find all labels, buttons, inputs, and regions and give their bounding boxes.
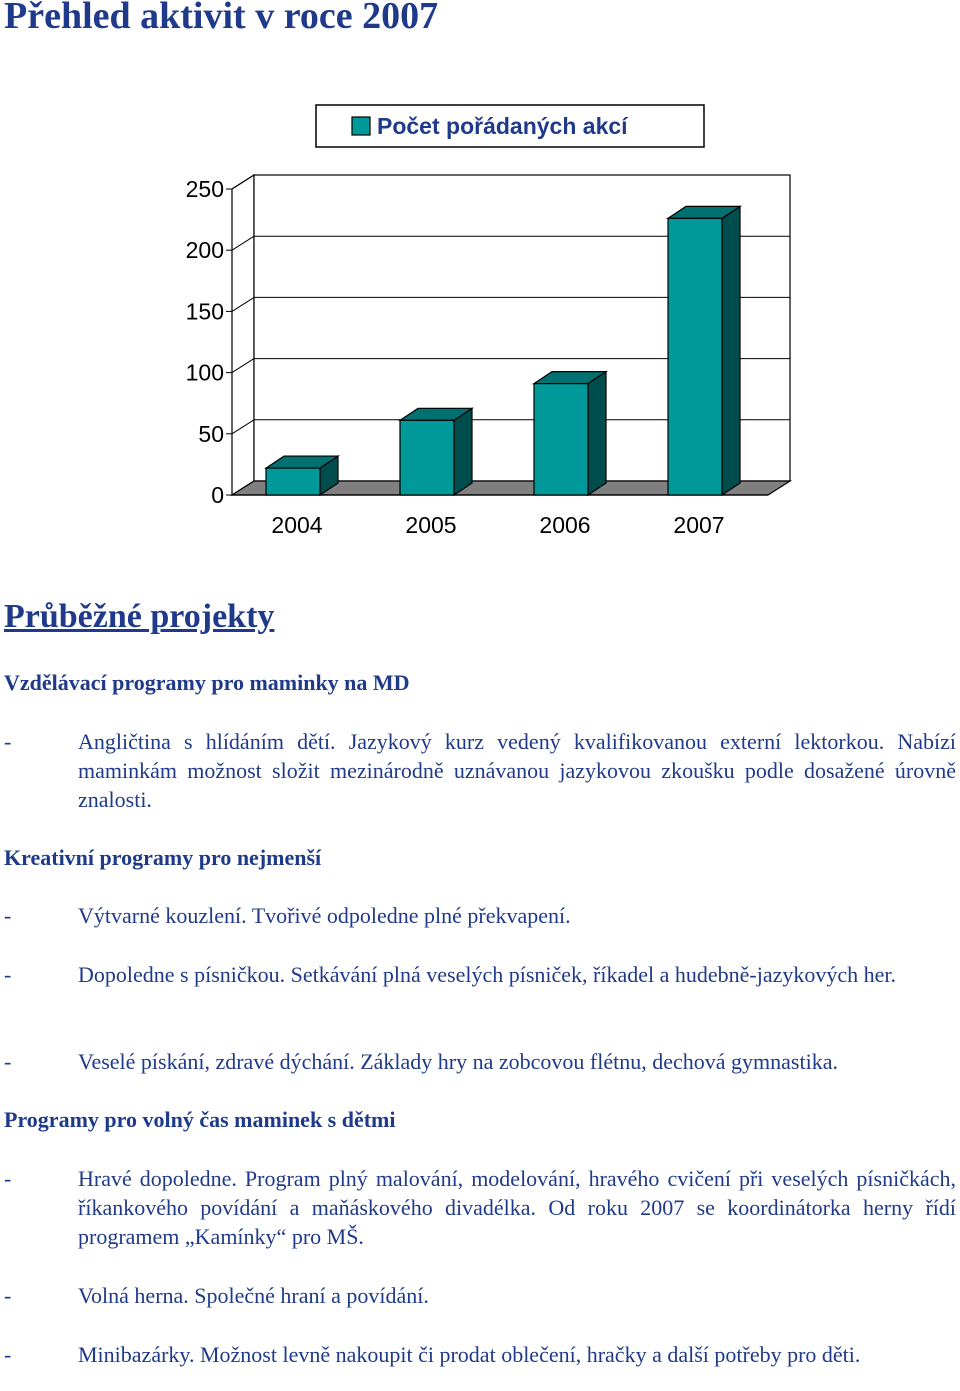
x-tick-labels	[271, 512, 724, 538]
x-tick-label: 2005	[405, 512, 457, 538]
list-dash: -	[4, 729, 12, 754]
list-item-text: Veselé pískání, zdravé dýchání. Základy hry na zobcovou flétnu, dechová gymnastika.	[78, 1049, 838, 1074]
x-tick-label: 2007	[673, 512, 725, 538]
list-dash: -	[4, 1049, 12, 1074]
list-item-text: Výtvarné kouzlení. Tvořivé odpoledne plné překvapení.	[78, 903, 571, 928]
y-tick-label: 250	[185, 176, 224, 202]
list-dash: -	[4, 1166, 12, 1191]
list-item	[4, 901, 956, 930]
x-tick-label: 2004	[271, 512, 323, 538]
group-heading-free-time: Programy pro volný čas maminek s dětmi	[4, 1107, 396, 1132]
page-title: Přehled aktivit v roce 2007	[4, 0, 439, 37]
y-tick-label: 100	[185, 359, 224, 386]
y-tick-label: 150	[185, 298, 224, 325]
list-dash: -	[4, 962, 12, 987]
bar-front	[534, 384, 588, 495]
list-item	[4, 960, 956, 989]
bar-2007	[668, 206, 740, 495]
bar-front	[266, 468, 320, 495]
y-tick-label: 50	[198, 420, 224, 447]
bar-side	[454, 408, 472, 495]
list-dash: -	[4, 903, 12, 928]
list-item	[4, 727, 956, 814]
list-item-text: Angličtina s hlídáním dětí. Jazykový kurz vedený kvalifikovanou externí lektorkou. Nabízí maminkám možnost složit mezinárodně uznávanou jazykovou zkoušku podle dosažené úrovně znalosti.	[78, 729, 956, 812]
list-item	[4, 1164, 956, 1251]
list-dash: -	[4, 1283, 12, 1308]
bar-2005	[400, 408, 472, 495]
bar-2006	[534, 372, 606, 495]
list-item-text: Hravé dopoledne. Program plný malování, modelování, hravého cvičení při veselých písničkách, říkankového povídání a maňáskového divadélka. Od roku 2007 se koordinátorka herny řídí programem „Kamínky“ pro MŠ.	[78, 1166, 956, 1249]
list-item-text: Minibazárky. Možnost levně nakoupit či prodat oblečení, hračky a další potřeby pro děti.	[78, 1342, 861, 1367]
legend-label: Počet pořádaných akcí	[377, 113, 628, 139]
x-tick-label: 2006	[539, 512, 591, 538]
list-item	[4, 1281, 956, 1310]
y-tick-label: 0	[211, 482, 224, 508]
legend	[316, 105, 704, 147]
bar-front	[668, 218, 722, 495]
list-item	[4, 1340, 956, 1369]
list-item-text: Volná herna. Společné hraní a povídání.	[78, 1283, 429, 1308]
section-title: Průběžné projekty	[4, 598, 275, 635]
list-item-text: Dopoledne s písničkou. Setkávání plná veselých písniček, říkadel a hudebně-jazykových her.	[78, 962, 897, 987]
y-tick-labels	[186, 176, 224, 508]
bar-front	[400, 420, 454, 495]
bar-2004	[266, 456, 338, 495]
bar-chart	[0, 95, 960, 555]
bar-side	[588, 372, 606, 495]
legend-swatch	[352, 117, 370, 135]
list-item	[4, 1047, 956, 1076]
y-tick-label: 200	[185, 237, 224, 264]
chart-left-wall	[232, 175, 254, 495]
group-heading-education: Vzdělávací programy pro maminky na MD	[4, 670, 410, 695]
bar-side	[722, 206, 740, 495]
list-dash: -	[4, 1342, 12, 1367]
group-heading-creative: Kreativní programy pro nejmenší	[4, 845, 322, 870]
